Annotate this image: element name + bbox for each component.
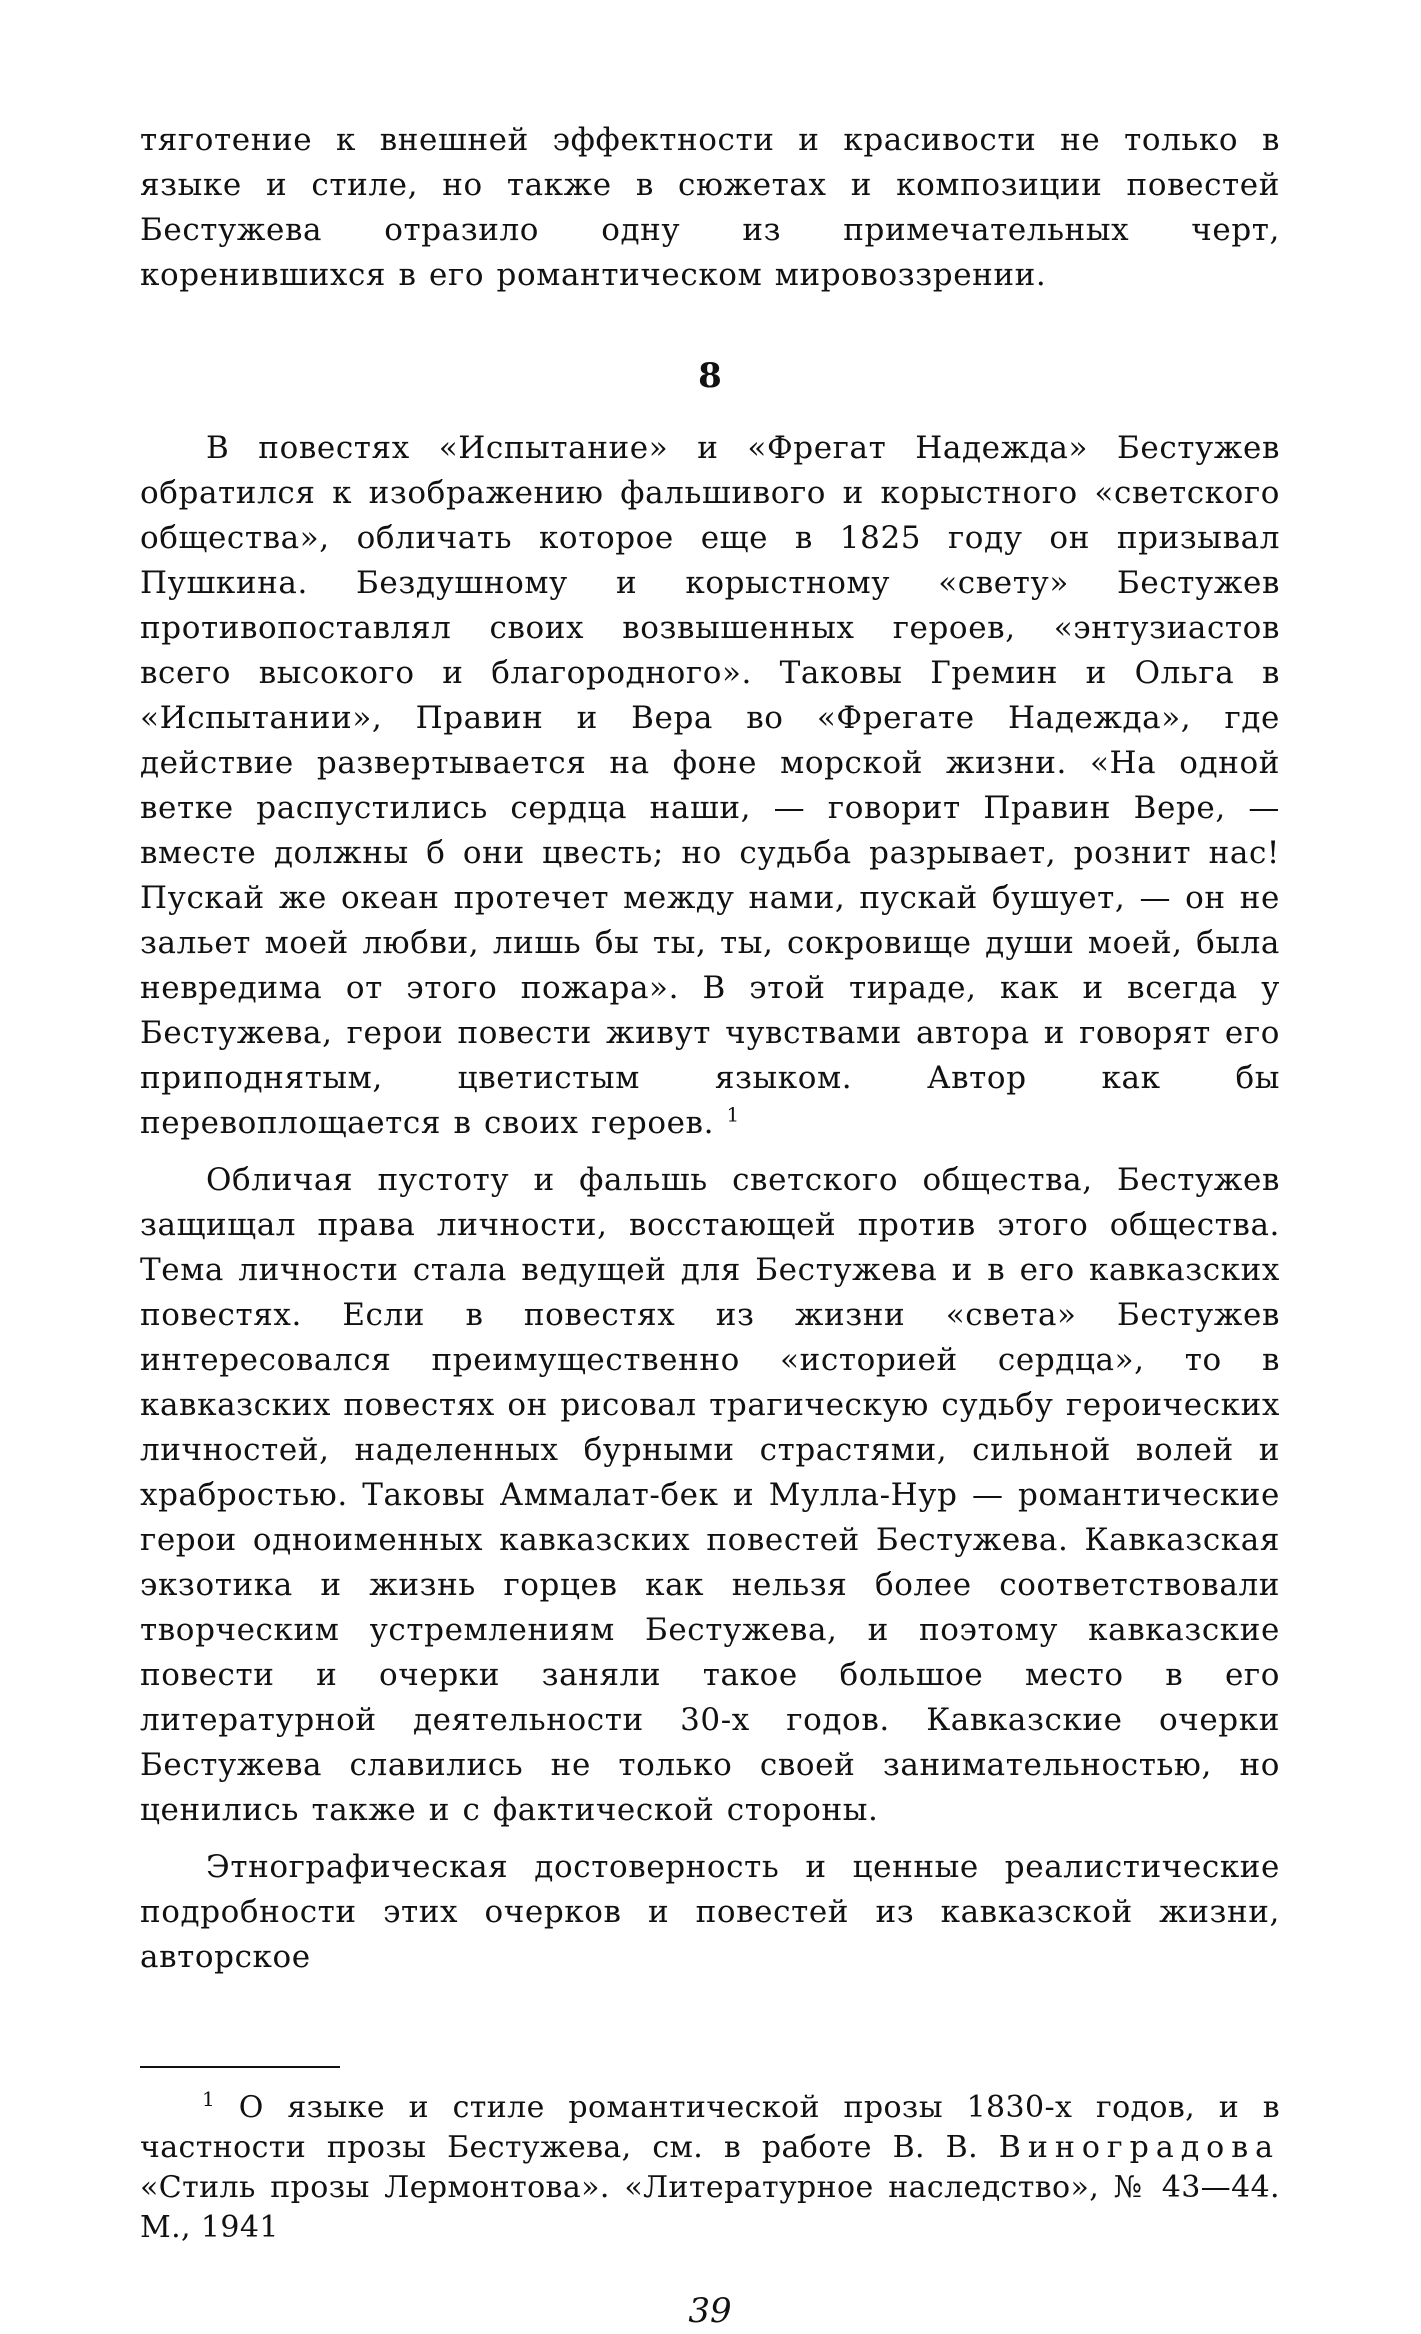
footnote-text-after: «Стиль прозы Лермонтова». «Литературное наследство», № 43—44. М., 1941 — [140, 2170, 1280, 2245]
footnote-divider — [140, 2066, 340, 2068]
footnote-reference: 1 — [726, 1102, 740, 1127]
footnote — [140, 2088, 1280, 2248]
intro-paragraph: тяготение к внешней эффектности и красивости не только в языке и стиле, но также в сюжетах и композиции повестей Бестужева отразило одну из примечательных черт, коренившихся в его романтическом мировоззрении. — [140, 122, 1280, 293]
paragraph-testing-frigate — [140, 426, 1280, 1146]
paragraph-testing-frigate-text: В повестях «Испытание» и «Фрегат Надежда» Бестужев обратился к изображению фальшивого и корыстного «светского общества», обличать которое еще в 1825 году он призывал Пушкина. Бездушному и корыстному «свету» Бестужев противопоставлял своих возвышенных героев, «энтузиастов всего высокого и благородного». Таковы Гремин и Ольга в «Испытании», Правин и Вера во «Фрегате Надежда», где действие развертывается на фоне морской жизни. «На одной ветке распустились сердца наши, — говорит Правин Вере, — вместе должны б они цвесть; но судьба разрывает, рознит нас! Пускай же океан протечет между нами, пускай бушует, — он не зальет моей любви, лишь бы ты, ты, сокровище души моей, была невредима от этого пожара». В этой тираде, как и всегда у Бестужева, герои повести живут чувствами автора и говорят его приподнятым, цветистым языком. Автор как бы перевоплощается в своих героев. — [140, 430, 1280, 1141]
paragraph-caucasian-tales: Обличая пустоту и фальшь светского общества, Бестужев защищал права личности, восстающей против этого общества. Тема личности стала ведущей для Бестужева и в его кавказских повестях. Если в повестях из жизни «света» Бестужев интересовался преимущественно «историей сердца», то в кавказских повестях он рисовал трагическую судьбу героических личностей, наделенных бурными страстями, сильной волей и храбростью. Таковы Аммалат-бек и Мулла-Нур — романтические герои одноименных кавказских повестей Бестужева. Кавказская экзотика и жизнь горцев как нельзя более соответствовали творческим устремлениям Бестужева, и поэтому кавказские повести и очерки заняли такое большое место в его литературной деятельности 30-х годов. Кавказские очерки Бестужева славились не только своей занимательностью, но ценились также и с фактической стороны. — [140, 1162, 1280, 1828]
footnote-text-before: О языке и стиле романтической прозы 1830-х годов, и в частности прозы Бестужева, см. в работе В. В. — [140, 2090, 1280, 2165]
book-page — [140, 118, 1280, 2334]
section-number: 8 — [698, 356, 722, 396]
paragraph-ethnographic: Этнографическая достоверность и ценные реалистические подробности этих очерков и повестей из кавказской жизни, авторское — [140, 1849, 1280, 1975]
page-number: 39 — [688, 2291, 732, 2331]
footnote-author: Виноградова — [998, 2130, 1281, 2165]
footnote-marker: 1 — [202, 2087, 216, 2111]
